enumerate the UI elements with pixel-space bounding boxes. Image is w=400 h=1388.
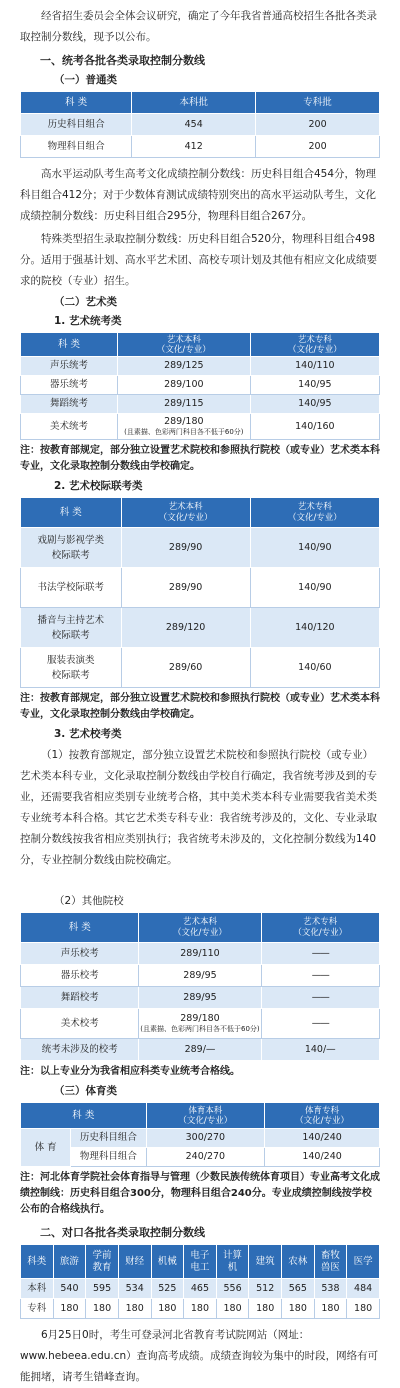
table-cell: 统考未涉及的校考 [21,1039,139,1061]
table-cell: 512 [249,1279,282,1299]
table-cell: 140/120 [250,608,379,648]
putong-header-1: 本科批 [132,92,256,114]
table-cell: 声乐统考 [21,357,118,376]
table-cell: 240/270 [146,1148,264,1167]
table-cell: 播音与主持艺术 校际联考 [21,608,122,648]
sport-paragraph: 高水平运动队考生高考文化成绩控制分数线：历史科目组合454分，物理科目组合412分；对于少数体育测试成绩特别突出的高水平运动队考生，文化成绩控制分数线：历史科目组合295分，物理科目组合267分。 [20,168,377,222]
duikou-header-7: 建筑 [249,1245,282,1279]
table-cell: 180 [151,1299,184,1319]
table-cell: 200 [256,114,380,136]
table-cell: —— [261,943,379,965]
table-cell: 180 [249,1299,282,1319]
art3-paragraph: （1）按教育部规定，部分独立设置艺术院校和参照执行院校（或专业）艺术类本科专业，文化录取控制分数线由学校自行确定，我省统考涉及到的专业，还需要我省相应类别专业统考合格，其中美术类本科专业需要我省美术类专业统考本科合格。其它艺术类专科专业：我省统考涉及的，文化、专业录取控制分数线按我省相应类别执行；我省统考未涉及的，文化控制分数线为140分，专业控制分数线由院校确定。 [20,749,377,866]
table-cell: 289/100 [117,376,250,395]
art2-header-1: 艺术本科 （文化/专业） [121,498,250,528]
table-cell: 140/240 [265,1148,380,1167]
art3-header-2: 艺术专科 （文化/专业） [261,913,379,943]
table-cell: 300/270 [146,1129,264,1148]
art-cell-with-note [139,1009,261,1039]
note-1: 注：按教育部规定，部分独立设置艺术院校和参照执行院校（或专业）艺术类本科专业，文化录取控制分数线由学校确定。 [20,445,380,472]
table-cell: 534 [118,1279,151,1299]
art-cell-note: (且素描、色彩两门科目各不低于60分) [124,428,244,436]
table-cell: 140/95 [250,395,379,414]
duikou-header-4: 机械 [151,1245,184,1279]
table-cell: 书法学校际联考 [21,568,122,608]
table-cell-value: 289/180 [180,1013,220,1024]
table-cell: 289/125 [117,357,250,376]
table-cell: 140/160 [250,414,379,440]
duikou-header-8: 农林 [282,1245,315,1279]
note-3: 注：以上专业分为我省相应科类专业统考合格线。 [20,1066,240,1077]
table-cell: 140/110 [250,357,379,376]
art1-header-0: 科 类 [21,333,118,357]
table-cell: 专科 [21,1299,54,1319]
table-cell: 180 [86,1299,119,1319]
art2-header-2: 艺术专科 （文化/专业） [250,498,379,528]
final-paragraph: 6月25日0时，考生可登录河北省教育考试院网站（网址：www.hebeea.edu.cn）查询高考成绩。成绩查询较为集中的时段，网络有可能拥堵，请考生错峰查询。 [20,1329,379,1383]
sub-art-title: （二）艺术类 [54,296,117,308]
table-cell: 140/— [261,1039,379,1061]
table-cell: 289/110 [139,943,261,965]
pe-group-label: 体 育 [21,1129,71,1167]
table-cell: 289/90 [121,568,250,608]
table-cell: 舞蹈统考 [21,395,118,414]
table-cell: 140/95 [250,376,379,395]
art3-title: 3. 艺术校考类 [54,728,122,740]
art2-table [20,497,380,688]
section-2-title: 二、对口各批各类录取控制分数线 [40,1226,205,1239]
note-2: 注：按教育部规定，部分独立设置艺术院校和参照执行院校（或专业）艺术类本科专业，文化录取控制分数线由学校确定。 [20,693,380,720]
art1-header-1: 艺术本科 （文化/专业） [117,333,250,357]
pe-header-1: 体育本科 （文化/专业） [146,1103,264,1129]
table-cell: 289/90 [121,528,250,568]
table-cell: 舞蹈校考 [21,987,139,1009]
table-cell: 200 [256,136,380,158]
table-cell: 540 [53,1279,86,1299]
table-cell: 180 [347,1299,380,1319]
table-cell: 289/95 [139,987,261,1009]
table-cell: 美术统考 [21,414,118,440]
table-cell: 538 [314,1279,347,1299]
table-cell: 140/240 [265,1129,380,1148]
table-cell: 声乐校考 [21,943,139,965]
art3-sub2-title: （2）其他院校 [54,895,124,907]
duikou-header-5: 电子 电工 [184,1245,217,1279]
duikou-header-9: 畜牧 兽医 [314,1245,347,1279]
art2-title: 2. 艺术校际联考类 [54,480,143,492]
table-cell: 器乐统考 [21,376,118,395]
table-cell: 556 [216,1279,249,1299]
table-cell: 289/115 [117,395,250,414]
table-cell: 289/60 [121,648,250,688]
table-cell: —— [261,1009,379,1039]
table-cell: 565 [282,1279,315,1299]
table-cell: —— [261,965,379,987]
table-cell: 454 [132,114,256,136]
table-cell: 595 [86,1279,119,1299]
art3-table [20,912,380,1061]
table-cell: 180 [216,1299,249,1319]
table-cell: 服装表演类 校际联考 [21,648,122,688]
table-cell: 180 [184,1299,217,1319]
intro-paragraph: 经省招生委员会全体会议研究，确定了今年我省普通高校招生各批各类录取控制分数线，现予以公布。 [20,10,377,43]
table-cell: 140/90 [250,568,379,608]
duikou-header-0: 科类 [21,1245,54,1279]
duikou-header-2: 学前 教育 [86,1245,119,1279]
art3-header-1: 艺术本科 （文化/专业） [139,913,261,943]
table-cell: —— [261,987,379,1009]
table-cell: 器乐校考 [21,965,139,987]
pe-header-0: 科 类 [21,1103,147,1129]
table-cell: 本科 [21,1279,54,1299]
sub-putong-title: （一）普通类 [54,74,117,86]
table-cell: 180 [118,1299,151,1319]
table-cell: 140/60 [250,648,379,688]
duikou-header-10: 医学 [347,1245,380,1279]
table-cell: 525 [151,1279,184,1299]
putong-header-2: 专科批 [256,92,380,114]
art1-header-2: 艺术专科 （文化/专业） [250,333,379,357]
duikou-table [20,1244,380,1319]
duikou-header-3: 财经 [118,1245,151,1279]
duikou-header-6: 计算 机 [216,1245,249,1279]
table-cell: 140/90 [250,528,379,568]
art1-table [20,332,380,440]
table-cell: 465 [184,1279,217,1299]
table-cell: 289/— [139,1039,261,1061]
table-cell: 戏剧与影视学类 校际联考 [21,528,122,568]
table-cell: 物理科目组合 [21,136,132,158]
table-cell: 美术校考 [21,1009,139,1039]
art-cell-with-note [117,414,250,440]
art2-header-0: 科 类 [21,498,122,528]
duikou-header-1: 旅游 [53,1245,86,1279]
sub-pe-title: （三）体育类 [54,1085,117,1097]
table-cell: 289/95 [139,965,261,987]
putong-header-0: 科 类 [21,92,132,114]
art3-header-0: 科 类 [21,913,139,943]
table-cell: 289/120 [121,608,250,648]
note-4: 注：河北体育学院社会体育指导与管理（少数民族传统体育项目）专业高考文化成绩控制线：历史科目组合300分，物理科目组合240分。专业成绩控制线按学校公布的合格线执行。 [20,1172,380,1215]
table-cell: 物理科目组合 [71,1148,146,1167]
table-cell: 历史科目组合 [21,114,132,136]
table-cell: 412 [132,136,256,158]
section-1-title: 一、统考各批各类录取控制分数线 [40,54,205,67]
pe-header-2: 体育专科 （文化/专业） [265,1103,380,1129]
table-cell: 历史科目组合 [71,1129,146,1148]
table-cell: 180 [314,1299,347,1319]
table-cell-value: 289/180 [164,416,204,427]
pe-table [20,1102,380,1167]
table-cell: 484 [347,1279,380,1299]
putong-table [20,91,380,158]
table-cell: 180 [282,1299,315,1319]
special-paragraph: 特殊类型招生录取控制分数线：历史科目组合520分，物理科目组合498分。适用于强基计划、高水平艺术团、高校专项计划及其他有相应文化成绩要求的院校（专业）招生。 [20,233,377,287]
table-cell: 180 [53,1299,86,1319]
art1-title: 1. 艺术统考类 [54,315,122,327]
art-cell-note: (且素描、色彩两门科目各不低于60分) [140,1025,260,1033]
